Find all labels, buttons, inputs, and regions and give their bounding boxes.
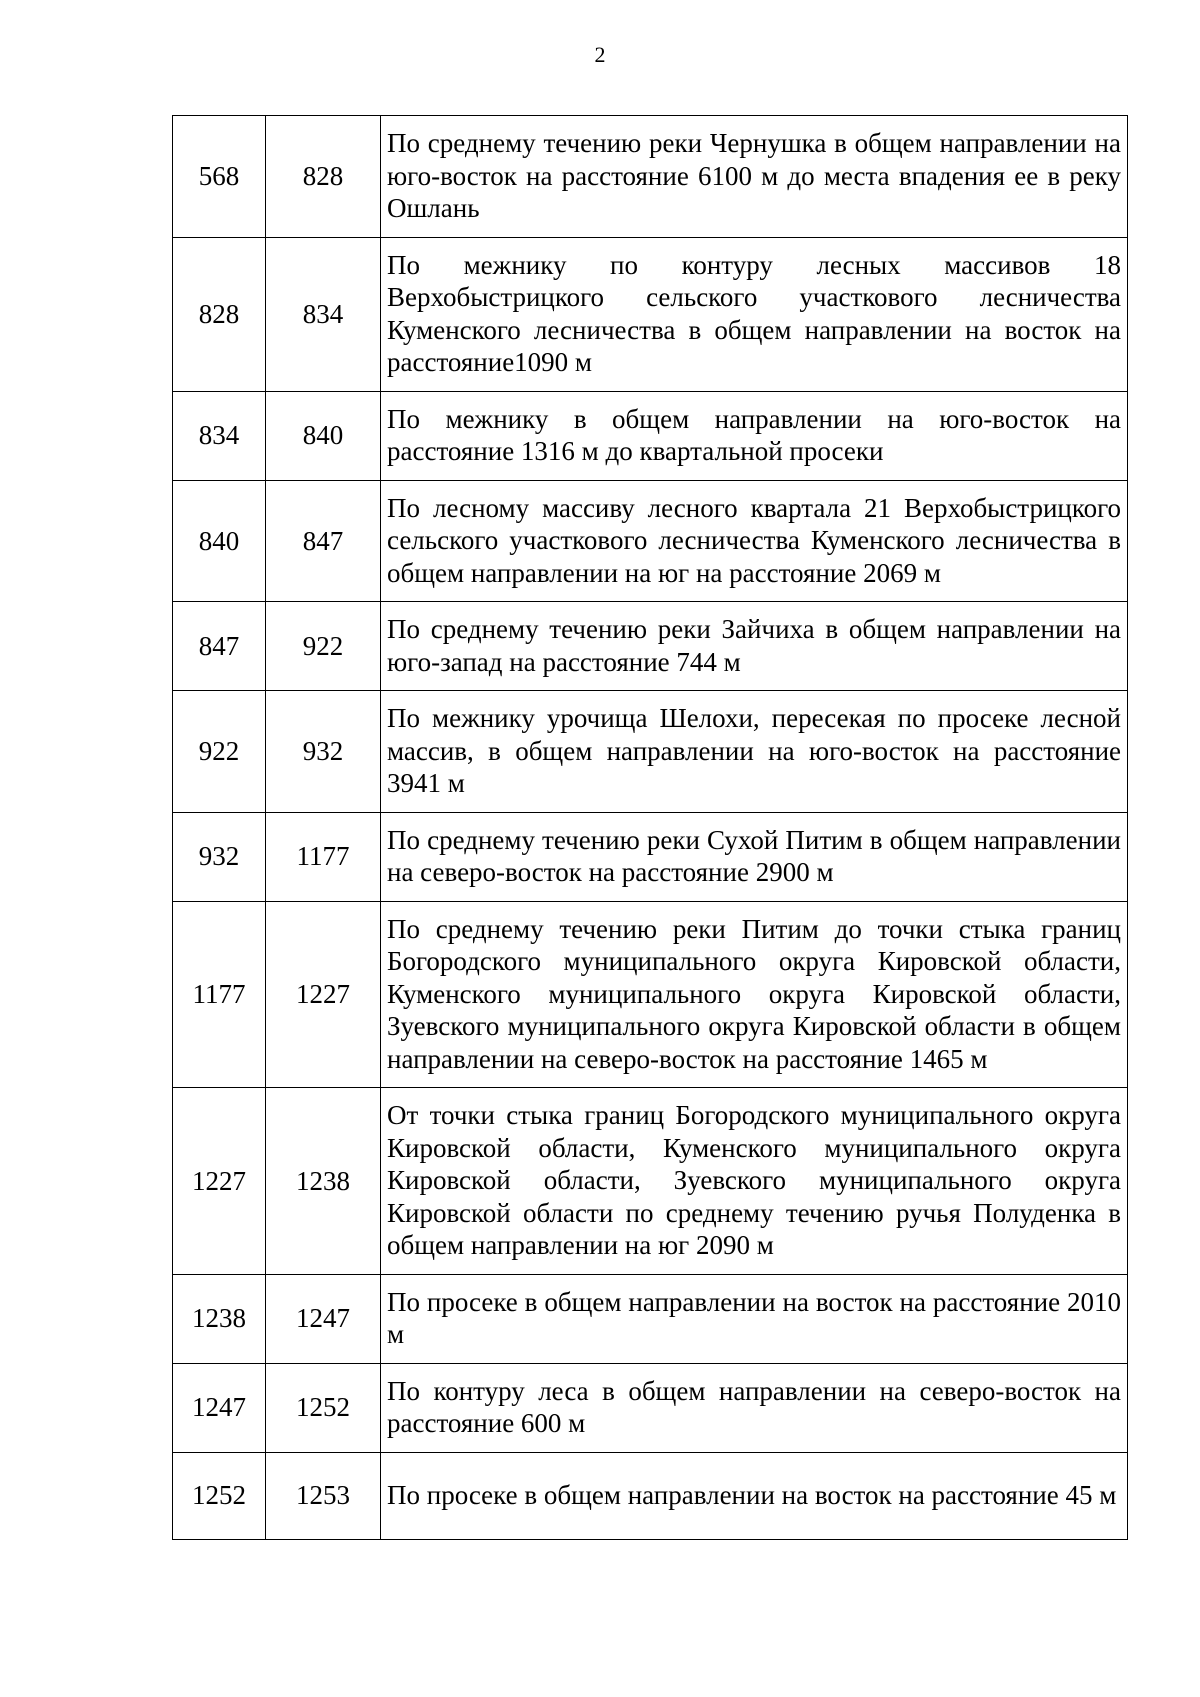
point-to-cell: 847 [266, 480, 381, 602]
point-to-cell: 932 [266, 691, 381, 813]
table-row [173, 391, 1128, 480]
point-from-cell: 1227 [173, 1088, 266, 1275]
point-to-cell: 1177 [266, 812, 381, 901]
description-cell: По среднему течению реки Зайчиха в общем направлении на юго-запад на расстояние 744 м [381, 602, 1128, 691]
table-row [173, 480, 1128, 602]
point-from-cell: 1177 [173, 901, 266, 1088]
point-from-cell: 932 [173, 812, 266, 901]
point-to-cell: 922 [266, 602, 381, 691]
table-row [173, 602, 1128, 691]
point-to-cell: 1252 [266, 1363, 381, 1452]
page-number: 2 [594, 42, 606, 67]
description-cell: По межнику в общем направлении на юго-восток на расстояние 1316 м до квартальной просеки [381, 391, 1128, 480]
point-from-cell: 840 [173, 480, 266, 602]
point-from-cell: 1252 [173, 1452, 266, 1539]
description-cell: По среднему течению реки Чернушка в общем направлении на юго-восток на расстояние 6100 м до места впадения ее в реку Ошлань [381, 116, 1128, 238]
description-cell: По межнику урочища Шелохи, пересекая по просеке лесной массив, в общем направлении на юго-восток на расстояние 3941 м [381, 691, 1128, 813]
table-row [173, 1274, 1128, 1363]
point-from-cell: 847 [173, 602, 266, 691]
table-row [173, 1088, 1128, 1275]
boundary-table [172, 115, 1128, 1540]
point-to-cell: 1227 [266, 901, 381, 1088]
point-from-cell: 1238 [173, 1274, 266, 1363]
point-from-cell: 1247 [173, 1363, 266, 1452]
description-cell: По межнику по контуру лесных массивов 18 Верхобыстрицкого сельского участкового лесничества Куменского лесничества в общем направлении на восток на расстояние1090 м [381, 237, 1128, 391]
point-from-cell: 828 [173, 237, 266, 391]
table-row [173, 1452, 1128, 1539]
table-row [173, 1363, 1128, 1452]
point-from-cell: 834 [173, 391, 266, 480]
description-cell: По среднему течению реки Сухой Питим в общем направлении на северо-восток на расстояние 2900 м [381, 812, 1128, 901]
boundary-table-body [173, 116, 1128, 1540]
table-row [173, 812, 1128, 901]
point-to-cell: 1253 [266, 1452, 381, 1539]
description-cell: От точки стыка границ Богородского муниципального округа Кировской области, Куменского муниципального округа Кировской области, Зуевского муниципального округа Кировской области по среднему течению ручья Полуденка в общем направлении на юг 2090 м [381, 1088, 1128, 1275]
description-cell: По контуру леса в общем направлении на северо-восток на расстояние 600 м [381, 1363, 1128, 1452]
table-row [173, 237, 1128, 391]
table-row [173, 901, 1128, 1088]
point-to-cell: 828 [266, 116, 381, 238]
table-row [173, 116, 1128, 238]
description-cell: По просеке в общем направлении на восток на расстояние 2010 м [381, 1274, 1128, 1363]
point-to-cell: 834 [266, 237, 381, 391]
description-cell: По лесному массиву лесного квартала 21 Верхобыстрицкого сельского участкового лесничества Куменского лесничества в общем направлении на юг на расстояние 2069 м [381, 480, 1128, 602]
point-to-cell: 1247 [266, 1274, 381, 1363]
point-from-cell: 922 [173, 691, 266, 813]
point-to-cell: 1238 [266, 1088, 381, 1275]
description-cell: По среднему течению реки Питим до точки стыка границ Богородского муниципального округа Кировской области, Куменского муниципального округа Кировской области, Зуевского муниципального округа Кировской области в общем направлении на северо-восток на расстояние 1465 м [381, 901, 1128, 1088]
point-to-cell: 840 [266, 391, 381, 480]
point-from-cell: 568 [173, 116, 266, 238]
description-cell: По просеке в общем направлении на восток на расстояние 45 м [381, 1452, 1128, 1539]
table-row [173, 691, 1128, 813]
